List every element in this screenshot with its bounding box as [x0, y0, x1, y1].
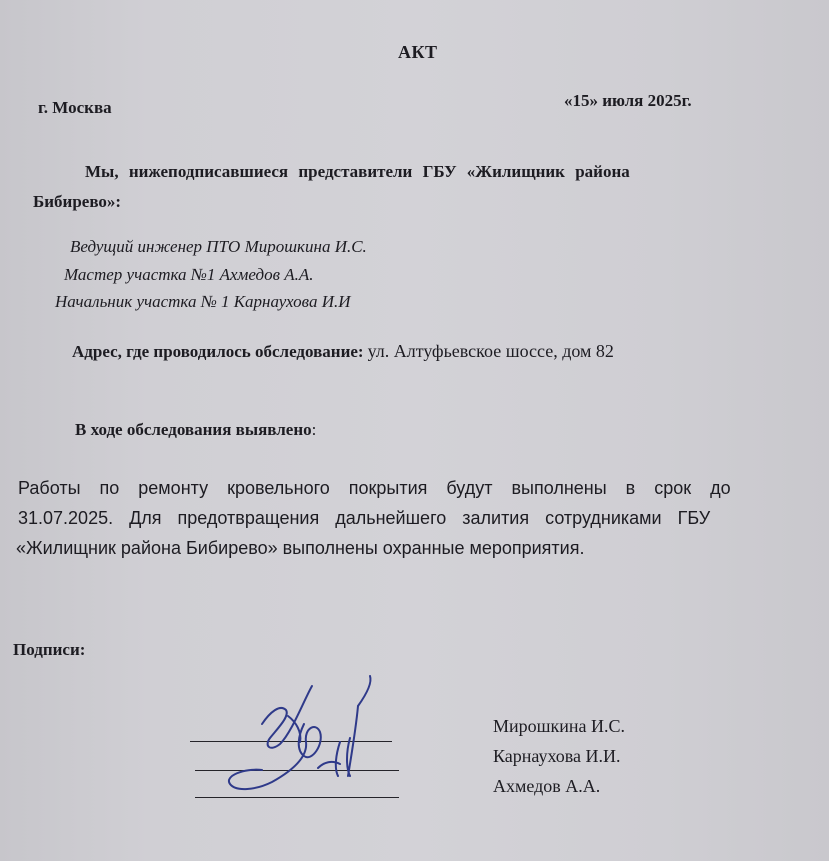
signer-3: Ахмедов А.А.	[493, 776, 601, 796]
representative-2: Мастер участка №1 Ахмедов А.А.	[64, 265, 314, 284]
findings-colon: :	[311, 420, 317, 439]
signer-2: Карнаухова И.И.	[493, 746, 621, 766]
date: «15» июля 2025г.	[564, 91, 692, 110]
representative-3: Начальник участка № 1 Карнаухова И.И	[55, 292, 351, 311]
signer-1: Мирошкина И.С.	[493, 716, 626, 736]
document-title: АКТ	[398, 42, 438, 62]
intro-line-1	[85, 162, 813, 182]
findings-text-line-3: «Жилищник района Бибирево» выполнены охранные мероприятия.	[16, 538, 585, 558]
findings-text-line-2: 31.07.2025. Для предотвращения дальнейшего залития сотрудниками ГБУ	[18, 508, 711, 528]
findings-text-line-1: Работы по ремонту кровельного покрытия будут выполнены в срок до	[18, 478, 731, 498]
signatures-label: Подписи:	[13, 640, 86, 659]
representative-1: Ведущий инженер ПТО Мирошкина И.С.	[70, 237, 367, 256]
address-line	[72, 341, 614, 362]
findings-heading	[75, 420, 316, 440]
intro-text-1: Мы, нижеподписавшиеся представители ГБУ «Жилищник района	[85, 162, 630, 181]
city: г. Москва	[38, 98, 112, 117]
intro-line-2: Бибирево»:	[33, 192, 122, 211]
address-label: Адрес, где проводилось обследование:	[72, 342, 364, 361]
address-value: ул. Алтуфьевское шоссе, дом 82	[367, 341, 614, 361]
findings-label: В ходе обследования выявлено	[75, 420, 312, 439]
handwritten-signatures	[200, 672, 390, 802]
